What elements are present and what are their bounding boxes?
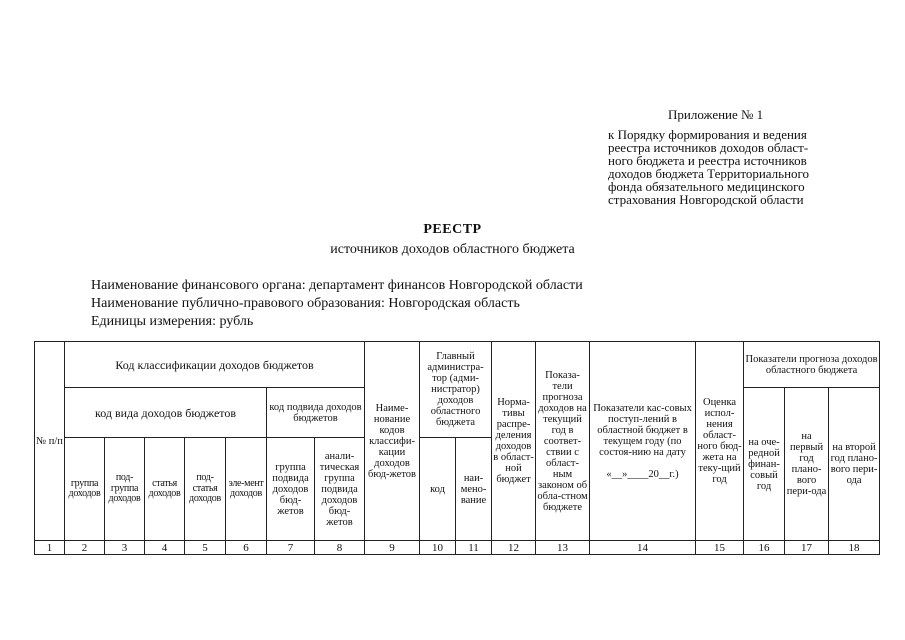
appendix-line: к Порядку формирования и ведения <box>608 127 807 142</box>
col-header-analytic-group: анали-тическая группа подвида доходов бюд-жетов <box>315 438 365 541</box>
column-numbers-row <box>35 541 880 555</box>
column-number: 2 <box>65 541 105 555</box>
col-header-second-plan-year: на второй год плано-вого пери-ода <box>829 388 880 541</box>
appendix-number: Приложение № 1 <box>668 107 764 122</box>
cash-header-text: Показатели кас-совых поступ-лений в областной бюджет в текущем году (по состоя-нию на дату <box>593 402 692 458</box>
col-header-group: группа доходов <box>65 438 105 541</box>
column-number: 14 <box>590 541 696 555</box>
col-header-article: статья доходов <box>145 438 185 541</box>
column-number: 12 <box>492 541 536 555</box>
column-number: 8 <box>315 541 365 555</box>
col-header-norms: Норма-тивы распре-деления доходов в област-ной бюджет <box>492 342 536 541</box>
info-block <box>91 277 583 331</box>
col-header-subarticle: под-статья доходов <box>185 438 226 541</box>
cash-header-date: «__»____20__г.) <box>606 468 679 480</box>
appendix-line: страхования Новгородской области <box>608 192 804 207</box>
column-number: 13 <box>536 541 590 555</box>
appendix-block <box>608 108 858 206</box>
column-number: 17 <box>785 541 829 555</box>
col-header-forecast: Показатели прогноза доходов областного бюджета <box>744 342 880 388</box>
units-line: Единицы измерения: рубль <box>91 314 254 329</box>
col-header-first-plan-year: на первый год плано-вого пери-ода <box>785 388 829 541</box>
col-header-admin-code: код <box>420 438 456 541</box>
col-header-admin: Главный администра-тор (адми-нистратор) доходов областного бюджета <box>420 342 492 438</box>
column-number: 3 <box>105 541 145 555</box>
col-header-subtype-group: группа подвида доходов бюд-жетов <box>267 438 315 541</box>
col-header-name-codes: Наиме-нование кодов классифи-кации доходов бюд-жетов <box>365 342 420 541</box>
column-number: 7 <box>267 541 315 555</box>
col-header-classification: Код классификации доходов бюджетов <box>65 342 365 388</box>
col-header-number: № п/п <box>35 342 65 541</box>
column-number: 15 <box>696 541 744 555</box>
column-number: 18 <box>829 541 880 555</box>
column-number: 5 <box>185 541 226 555</box>
col-header-next-year: на оче-редной финан-совый год <box>744 388 785 541</box>
appendix-text <box>608 128 858 206</box>
column-number: 11 <box>456 541 492 555</box>
appendix-line: фонда обязательного медицинского <box>608 179 805 194</box>
col-header-element: эле-мент доходов <box>226 438 267 541</box>
col-header-income-type: код вида доходов бюджетов <box>65 388 267 438</box>
col-header-cash <box>590 342 696 541</box>
appendix-line: реестра источников доходов област- <box>608 140 809 155</box>
appendix-line: ного бюджета и реестра источников <box>608 153 807 168</box>
column-number: 10 <box>420 541 456 555</box>
column-number: 9 <box>365 541 420 555</box>
registry-table <box>34 341 880 555</box>
col-header-estimate: Оценка испол-нения област-ного бюд-жета на теку-щий год <box>696 342 744 541</box>
document-title: РЕЕСТР <box>423 222 482 237</box>
document-subtitle: источников доходов областного бюджета <box>330 242 575 257</box>
col-header-admin-name: наи-мено-вание <box>456 438 492 541</box>
col-header-forecast-current: Показа-тели прогноза доходов на текущий год в соответ-ствии с област-ным законом об обла-стном бюджете <box>536 342 590 541</box>
col-header-subgroup: под-группа доходов <box>105 438 145 541</box>
financial-body-line: Наименование финансового органа: департамент финансов Новгородской области <box>91 278 583 293</box>
column-number: 6 <box>226 541 267 555</box>
column-number: 1 <box>35 541 65 555</box>
appendix-line: доходов бюджета Территориального <box>608 166 810 181</box>
col-header-subtype: код подвида доходов бюджетов <box>267 388 365 438</box>
column-number: 4 <box>145 541 185 555</box>
column-number: 16 <box>744 541 785 555</box>
public-entity-line: Наименование публично-правового образования: Новгородская область <box>91 296 520 311</box>
